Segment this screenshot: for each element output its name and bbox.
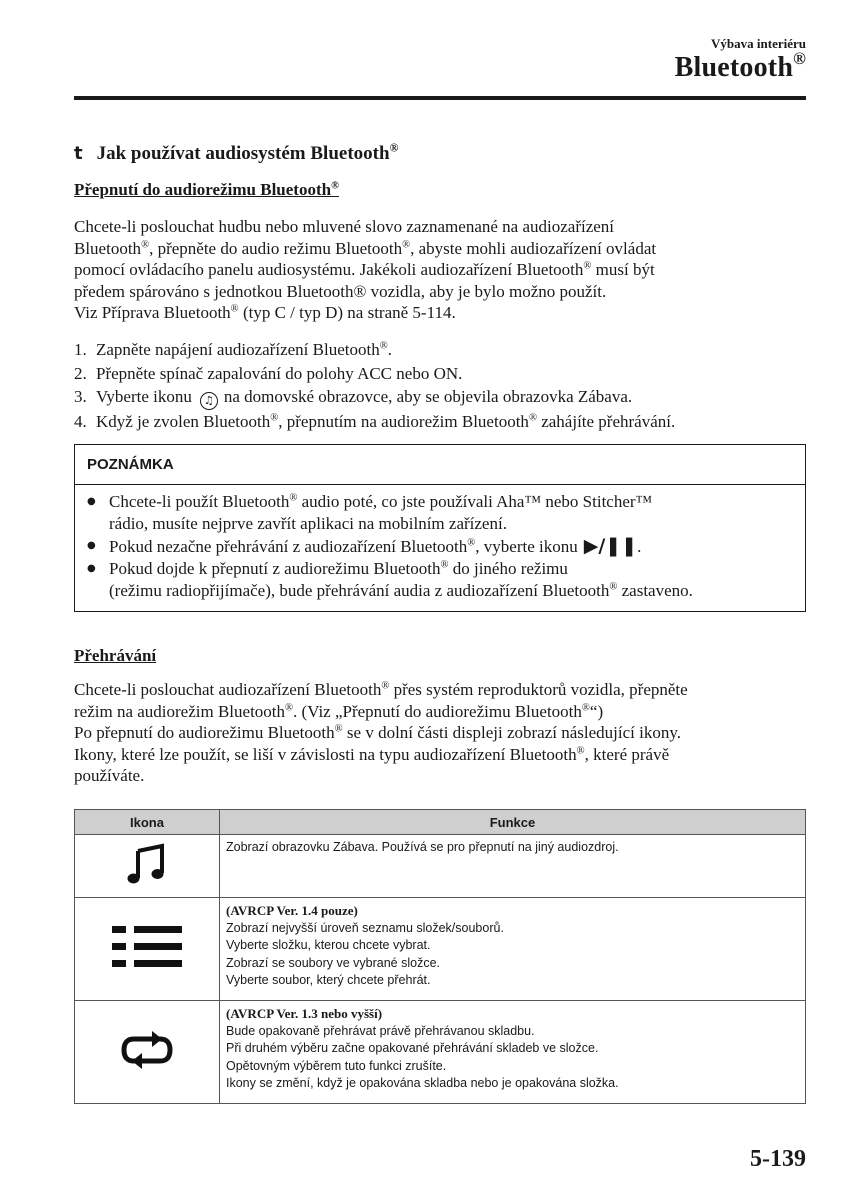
intro-l5b: (typ C / typ D) na straně 5-114.: [238, 303, 456, 322]
steps-list: [74, 338, 675, 434]
page-number: 5-139: [750, 1146, 806, 1172]
note-box: [74, 444, 806, 612]
reg-mark: ®: [334, 723, 343, 735]
reg-mark: ®: [402, 238, 411, 250]
subheading-switch-reg: ®: [331, 180, 339, 192]
reg-mark: ®: [379, 340, 388, 352]
play-text: přes systém reproduktorů vozidla, přepněte: [389, 680, 688, 699]
step-text: Zapněte napájení audiozařízení Bluetooth: [96, 340, 380, 359]
reg-mark: ®: [289, 492, 298, 504]
intro-l3b: musí být: [591, 260, 655, 279]
music-note-icon: [125, 842, 169, 886]
note-text: Pokud dojde k přepnutí z audiorežimu Bluetooth: [109, 559, 441, 578]
intro-line-1: Chcete-li poslouchat hudbu nebo mluvené slovo zaznamenané na audiozařízení: [74, 217, 615, 236]
step-3: [74, 385, 675, 410]
function-line: Opětovným výběrem tuto funkci zrušíte.: [226, 1058, 447, 1073]
function-line: Bude opakovaně přehrávat právě přehrávanou skladbu.: [226, 1023, 535, 1038]
subheading-switch: [74, 180, 339, 200]
step-number: 4.: [74, 412, 87, 431]
section-reg: ®: [389, 141, 399, 155]
note-list: [75, 485, 805, 602]
reg-mark: ®: [440, 559, 449, 571]
table-function-cell: [220, 1001, 806, 1104]
table-function-cell: [220, 898, 806, 1001]
reg-mark: ®: [230, 303, 239, 315]
step-number: 3.: [74, 387, 87, 406]
note-item-1: [75, 491, 805, 535]
header-rule: [74, 96, 806, 100]
reg-mark: ®: [528, 412, 537, 424]
function-line: Při druhém výběru začne opakované přehrávání skladeb ve složce.: [226, 1041, 599, 1055]
note-text: , vyberte ikonu: [475, 537, 578, 556]
reg-mark: ®: [270, 412, 279, 424]
intro-l5a: Viz Příprava Bluetooth: [74, 303, 231, 322]
table-header-icon: Ikona: [75, 810, 220, 835]
play-pause-icon: ▶/❚❚: [583, 535, 638, 557]
step-text: , přepnutím na audiorežim Bluetooth: [278, 412, 529, 431]
play-line-5: používáte.: [74, 766, 145, 785]
note-title: POZNÁMKA: [75, 445, 805, 485]
header-title-text: Bluetooth: [674, 52, 794, 83]
reg-mark: ®: [581, 701, 590, 713]
reg-mark: ®: [381, 680, 390, 692]
note-text: (režimu radiopřijímače), bude přehrávání audia z audiozařízení Bluetooth: [109, 581, 610, 600]
function-line: Vyberte složku, kterou chcete vybrat.: [226, 938, 431, 952]
play-text: Po přepnutí do audiorežimu Bluetooth: [74, 723, 335, 742]
table-header-row: [75, 810, 806, 835]
music-note-icon: ♫: [200, 392, 218, 410]
table-row: [75, 835, 806, 898]
header-section: Výbava interiéru: [711, 36, 806, 51]
step-text: Když je zvolen Bluetooth: [96, 412, 271, 431]
header-title: [674, 48, 806, 84]
note-text: do jiného režimu: [448, 559, 568, 578]
intro-line-2: [74, 238, 806, 260]
subheading-switch-text: Přepnutí do audiorežimu Bluetooth: [74, 180, 332, 199]
note-item-2: [75, 535, 805, 558]
note-text: Chcete-li použít Bluetooth: [109, 492, 290, 511]
intro-l3a: pomocí ovládacího panelu audiosystému. Jakékoli audiozařízení Bluetooth: [74, 260, 584, 279]
list-icon: [112, 924, 182, 970]
note-text: zastaveno.: [617, 581, 693, 600]
play-text: se v dolní části displeji zobrazí následující ikony.: [342, 723, 682, 742]
note-item-3: [75, 558, 805, 602]
intro-line-5: [74, 302, 806, 324]
function-line: Zobrazí nejvyšší úroveň seznamu složek/souborů.: [226, 920, 504, 935]
step-number: 1.: [74, 340, 87, 359]
step-text: zahájíte přehrávání.: [536, 412, 676, 431]
step-1: [74, 338, 675, 362]
play-text: Chcete-li poslouchat audiozařízení Bluetooth: [74, 680, 382, 699]
section-bullet: t: [74, 143, 83, 164]
step-2: [74, 362, 675, 386]
header-title-reg: ®: [793, 48, 806, 68]
section-heading: [74, 143, 398, 165]
reg-mark: ®: [576, 744, 585, 756]
function-line: Zobrazí se soubory ve vybrané složce.: [226, 955, 440, 970]
table-function-cell: [220, 835, 806, 898]
table-icon-cell: [75, 1001, 220, 1104]
reg-mark: ®: [141, 238, 150, 250]
note-text: .: [637, 537, 642, 556]
table-icon-cell: [75, 835, 220, 898]
function-line: Zobrazí obrazovku Zábava. Používá se pro přepnutí na jiný audiozdroj.: [226, 840, 619, 854]
table-icon-cell: [75, 898, 220, 1001]
play-text: . (Viz „Přepnutí do audiorežimu Bluetooth: [293, 701, 582, 721]
table-row: [75, 1001, 806, 1104]
step-4: [74, 410, 675, 434]
table-header-function: Funkce: [220, 810, 806, 835]
function-table: [74, 809, 806, 1104]
function-line: Ikony se změní, když je opakována skladba nebo je opakována složka.: [226, 1076, 619, 1090]
note-text: rádio, musíte nejprve zavřít aplikaci na mobilním zařízení.: [109, 514, 507, 533]
intro-l2b: , přepněte do audio režimu Bluetooth: [149, 238, 403, 258]
play-text: režim na audiorežim Bluetooth: [74, 701, 286, 721]
subheading-playback: Přehrávání: [74, 646, 157, 665]
play-text: “): [589, 701, 604, 721]
note-text: Pokud nezačne přehrávání z audiozařízení Bluetooth: [109, 537, 468, 556]
function-label: (AVRCP Ver. 1.3 nebo vyšší): [226, 1006, 383, 1021]
table-row: [75, 898, 806, 1001]
step-text: na domovské obrazovce, aby se objevila obrazovka Zábava.: [223, 387, 633, 406]
intro-l2a: Bluetooth: [74, 238, 142, 258]
reg-mark: ®: [583, 260, 592, 272]
intro-line-4: předem spárováno s jednotkou Bluetooth® vozidla, aby je bylo možno použít.: [74, 281, 607, 301]
reg-mark: ®: [467, 537, 476, 549]
step-text: Vyberte ikonu: [96, 387, 192, 406]
function-label: (AVRCP Ver. 1.4 pouze): [226, 903, 358, 918]
intro-line-3: [74, 259, 806, 281]
reg-mark: ®: [609, 581, 618, 593]
play-line-1: [74, 679, 806, 701]
intro-paragraph: [74, 216, 806, 324]
note-text: audio poté, co jste používali Aha™ nebo Stitcher™: [297, 492, 653, 511]
repeat-icon: [118, 1030, 176, 1070]
play-text: Ikony, které lze použít, se liší v závislosti na typu audiozařízení Bluetooth: [74, 744, 577, 764]
play-line-2: [74, 701, 806, 723]
play-text: , které právě: [584, 744, 670, 764]
intro-l2c: , abyste mohli audiozařízení ovládat: [410, 238, 657, 258]
step-text: .: [387, 340, 392, 359]
step-text: Přepněte spínač zapalování do polohy ACC nebo ON.: [96, 363, 463, 383]
playback-paragraph: [74, 679, 806, 787]
step-number: 2.: [74, 363, 87, 383]
play-line-3: [74, 722, 806, 744]
function-line: Vyberte soubor, který chcete přehrát.: [226, 973, 431, 987]
play-line-4: [74, 744, 806, 766]
reg-mark: ®: [285, 701, 294, 713]
section-title: Jak používat audiosystém Bluetooth: [96, 143, 390, 164]
